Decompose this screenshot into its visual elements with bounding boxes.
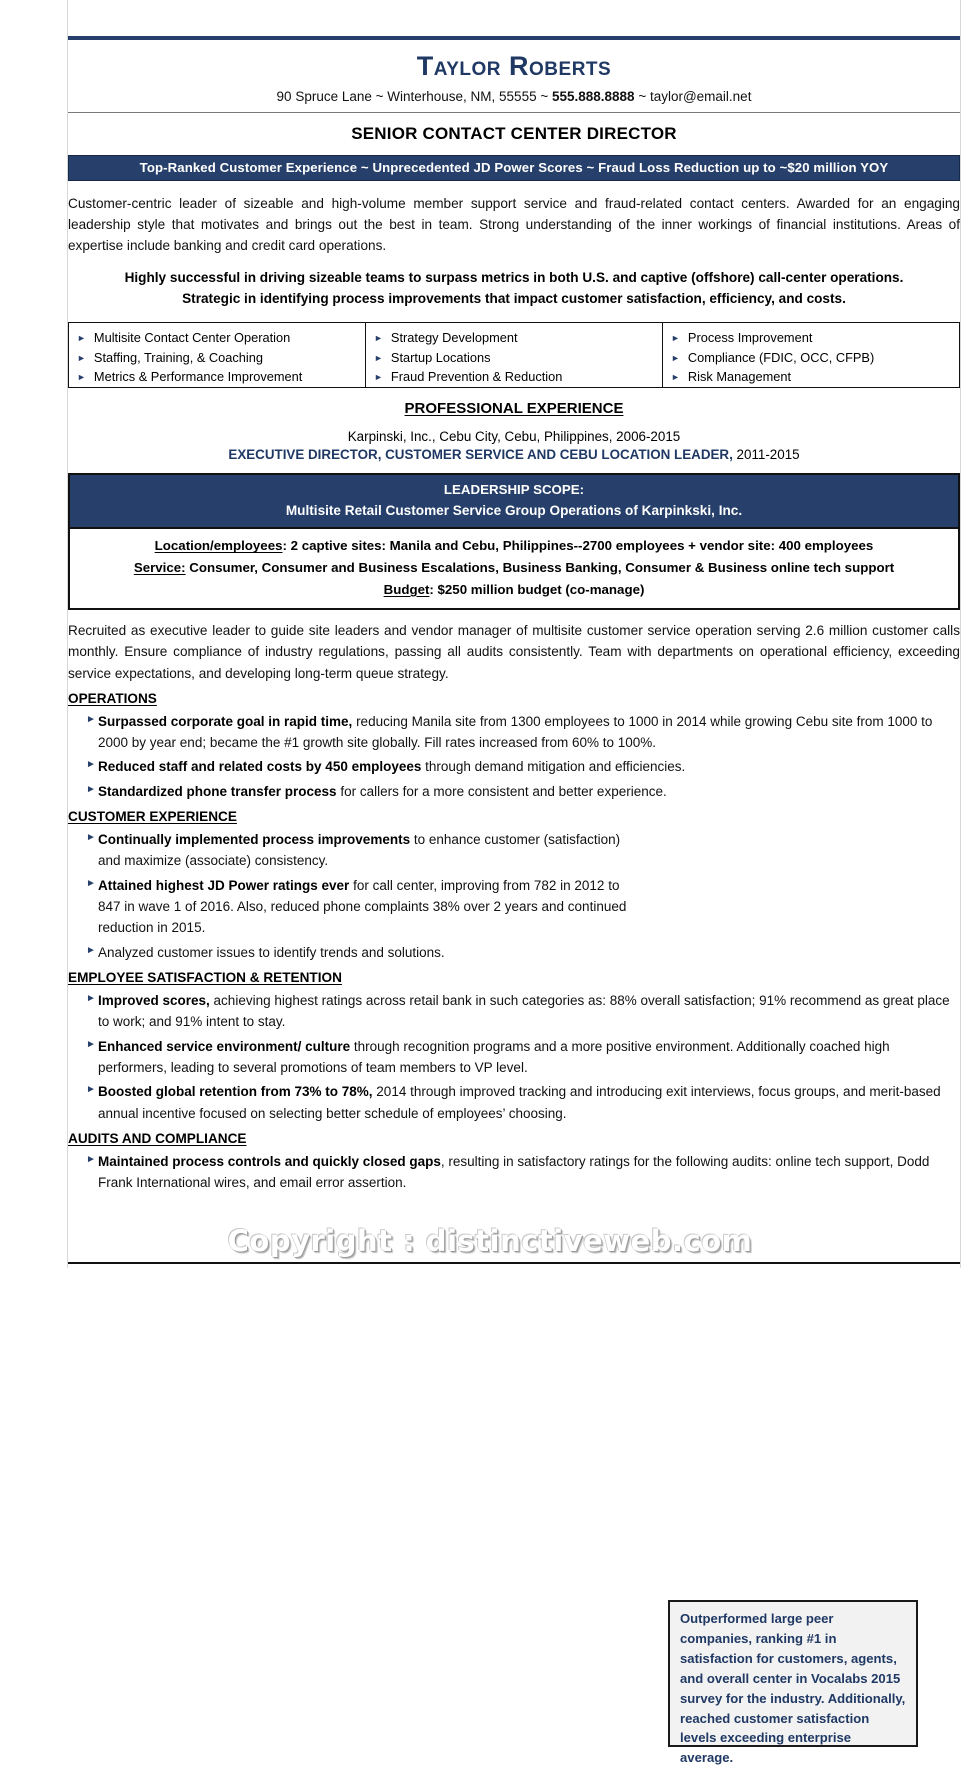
skill-item <box>77 367 359 386</box>
list-item <box>68 1036 960 1079</box>
triangle-right-icon: ► <box>374 333 383 344</box>
skill-label: Compliance (FDIC, OCC, CFPB) <box>687 349 875 365</box>
triangle-right-icon: ► <box>86 1153 96 1165</box>
header-bottom-rule <box>68 112 960 113</box>
bullet-lead: Standardized phone transfer process <box>98 783 337 799</box>
copyright-watermark: Copyright : distinctiveweb.com <box>227 1224 753 1258</box>
skill-label: Risk Management <box>687 369 792 385</box>
location-label: Location/employees <box>154 538 283 554</box>
triangle-right-icon: ► <box>86 877 96 889</box>
triangle-right-icon: ► <box>86 783 96 795</box>
triangle-right-icon: ► <box>374 352 383 363</box>
subsection-heading-audits: AUDITS AND COMPLIANCE <box>68 1130 247 1146</box>
list-item <box>68 875 633 939</box>
subsection-heading-customer-experience: CUSTOMER EXPERIENCE <box>68 809 237 825</box>
skill-item <box>77 328 359 347</box>
triangle-right-icon: ► <box>671 372 680 383</box>
location-value: : 2 captive sites: Manila and Cebu, Philippines--2700 employees + vendor site: 400 employees <box>282 538 874 554</box>
highlights-banner: Top-Ranked Customer Experience ~ Unprecedented JD Power Scores ~ Fraud Loss Reduction up to ~$20 million YOY <box>68 155 960 181</box>
contact-address: 90 Spruce Lane ~ Winterhouse, NM, 55555 ~ <box>276 89 552 104</box>
triangle-right-icon: ► <box>86 993 96 1005</box>
triangle-right-icon: ► <box>86 1084 96 1096</box>
experience-intro-paragraph: Recruited as executive leader to guide site leaders and vendor manager of multisite customer service operation serving 2.6 million customer calls monthly. Ensure compliance of industry regulations, passing all audits consistently. Team with departments on operational efficiency, exceeding service expectations, and developing long-term queue strategy. <box>68 623 960 681</box>
customer-experience-bullet-list <box>68 829 633 963</box>
bullet-rest: to enhance customer (satisfaction) and maximize (associate) consistency. <box>98 832 621 869</box>
triangle-right-icon: ► <box>374 372 383 383</box>
achievement-callout-box: Outperformed large peer companies, ranking #1 in satisfaction for customers, agents, and overall center in Vocalabs 2015 survey for the industry. Additionally, reached customer satisfaction levels exceeding enterprise average. <box>668 1600 918 1747</box>
summary-highlight <box>68 267 960 309</box>
bullet-text <box>98 1081 960 1124</box>
contact-line <box>68 89 960 104</box>
job-title: SENIOR CONTACT CENTER DIRECTOR <box>351 124 677 143</box>
role-line <box>68 447 960 462</box>
skill-label: Strategy Development <box>390 330 518 346</box>
bullet-rest: through demand mitigation and efficiencies. <box>421 759 686 775</box>
role-title: EXECUTIVE DIRECTOR, CUSTOMER SERVICE AND CEBU LOCATION LEADER, <box>228 447 733 463</box>
bullet-rest: , resulting in satisfactory ratings for the following audits: online tech support, Dodd Frank International wires, and email error assertion. <box>98 1153 930 1191</box>
page-edge-right <box>960 0 961 1268</box>
leadership-scope-header <box>70 475 958 529</box>
skill-item <box>374 348 656 367</box>
list-item <box>68 829 633 872</box>
skills-column-2 <box>366 323 663 387</box>
skill-label: Fraud Prevention & Reduction <box>390 369 563 385</box>
triangle-right-icon: ► <box>77 352 86 363</box>
audits-bullet-list <box>68 1151 960 1194</box>
company-line: Karpinski, Inc., Cebu City, Cebu, Philippines, 2006-2015 <box>347 429 681 445</box>
subsection-heading-operations: OPERATIONS <box>68 690 157 706</box>
service-label: Service: <box>133 560 186 576</box>
bullet-text <box>98 1036 960 1079</box>
leadership-scope-budget <box>78 579 950 601</box>
skill-label: Metrics & Performance Improvement <box>93 369 303 385</box>
bullet-text <box>98 829 633 872</box>
skills-column-3 <box>663 323 959 387</box>
candidate-name: Taylor Roberts <box>416 51 612 81</box>
bullet-text <box>98 711 960 754</box>
skill-item <box>671 367 953 386</box>
section-heading-professional-experience <box>68 400 960 418</box>
core-competencies-box <box>68 322 960 388</box>
section-heading-label: PROFESSIONAL EXPERIENCE <box>404 400 624 418</box>
role-dates: 2011-2015 <box>732 447 800 463</box>
bullet-rest: through recognition programs and a more positive environment. Additionally coached high performers, leading to several promotions of team members to VP level. <box>98 1038 890 1075</box>
bullet-text <box>98 1151 960 1194</box>
skill-label: Staffing, Training, & Coaching <box>93 349 263 365</box>
budget-label: Budget <box>383 582 430 598</box>
bullet-lead: Attained highest JD Power ratings ever <box>98 877 350 893</box>
bullet-rest: reducing Manila site from 1300 employees to 1000 in 2014 while growing Cebu site from 1000 to 2000 by year end; became the #1 growth site globally. Fill rates increased from 60% to 100%. <box>98 713 933 751</box>
service-value: Consumer, Consumer and Business Escalations, Business Banking, Consumer & Business online tech support <box>185 560 895 576</box>
list-item <box>68 942 633 963</box>
bullet-rest: achieving highest ratings across retail bank in such categories as: 88% overall satisfaction; 91% recommend as great place to work; and 91% intent to stay. <box>98 993 950 1030</box>
list-item <box>68 781 960 802</box>
bullet-text <box>98 875 633 939</box>
bullet-rest: Analyzed customer issues to identify trends and solutions. <box>98 944 445 960</box>
summary-highlight-line-2: Strategic in identifying process improvements that impact customer satisfaction, efficiency, and costs. <box>182 291 846 307</box>
skill-label: Multisite Contact Center Operation <box>93 330 291 346</box>
leadership-scope-box <box>68 473 960 610</box>
skill-item <box>374 367 656 386</box>
triangle-right-icon: ► <box>86 1038 96 1050</box>
bullet-lead: Enhanced service environment/ culture <box>98 1038 351 1054</box>
skill-label: Startup Locations <box>390 349 491 365</box>
skill-label: Process Improvement <box>687 330 813 346</box>
bullet-lead: Surpassed corporate goal in rapid time, <box>98 713 353 729</box>
list-item <box>68 756 960 777</box>
triangle-right-icon: ► <box>671 352 680 363</box>
leadership-scope-service <box>78 557 950 579</box>
bullet-lead: Improved scores, <box>98 993 210 1009</box>
list-item <box>68 990 960 1033</box>
skills-column-1 <box>69 323 366 387</box>
bullet-text <box>98 756 960 777</box>
leadership-scope-body <box>70 529 958 608</box>
operations-bullet-list <box>68 711 960 802</box>
resume-page <box>68 0 960 1766</box>
bullet-text <box>98 942 633 963</box>
page-bottom-rule <box>68 1262 960 1264</box>
triangle-right-icon: ► <box>86 713 96 725</box>
leadership-scope-subtitle: Multisite Retail Customer Service Group Operations of Karpinkski, Inc. <box>285 503 743 519</box>
bullet-text <box>98 990 960 1033</box>
triangle-right-icon: ► <box>671 333 680 344</box>
subsection-heading-employee-satisfaction: EMPLOYEE SATISFACTION & RETENTION <box>68 970 342 986</box>
contact-email: ~ taylor@email.net <box>634 89 752 104</box>
employee-satisfaction-bullet-list <box>68 990 960 1124</box>
bullet-lead: Reduced staff and related costs by 450 employees <box>98 759 422 775</box>
skill-item <box>374 328 656 347</box>
budget-value: : $250 million budget (co-manage) <box>429 582 645 598</box>
skill-item <box>671 348 953 367</box>
bullet-rest: for callers for a more consistent and better experience. <box>336 783 667 799</box>
list-item <box>68 1081 960 1124</box>
bullet-lead: Boosted global retention from 73% to 78%, <box>98 1084 373 1100</box>
skill-item <box>671 328 953 347</box>
skill-item <box>77 348 359 367</box>
bullet-rest: for call center, improving from 782 in 2012 to 847 in wave 1 of 2016. Also, reduced phone complaints 38% over 2 years and continued reduction in 2015. <box>98 877 627 936</box>
triangle-right-icon: ► <box>77 333 86 344</box>
bullet-lead: Maintained process controls and quickly closed gaps <box>98 1153 441 1169</box>
header-top-rule <box>68 36 960 40</box>
summary-paragraph: Customer-centric leader of sizeable and high-volume member support service and fraud-related contact centers. Awarded for an engaging leadership style that motivates and brings out the best in team. Strong understanding of the inner workings of financial institutions. Areas of expertise include banking and credit card operations. <box>68 196 960 254</box>
bullet-rest: 2014 through improved tracking and introducing exit interviews, focus groups, and merit-based annual incentive focused on selecting better schedule of employees’ choosing. <box>98 1084 941 1121</box>
triangle-right-icon: ► <box>86 759 96 771</box>
bullet-text <box>98 781 960 802</box>
contact-phone: 555.888.8888 <box>551 89 635 104</box>
list-item <box>68 1151 960 1194</box>
summary-highlight-line-1: Highly successful in driving sizeable teams to surpass metrics in both U.S. and captive (offshore) call-center operations. <box>124 270 904 286</box>
triangle-right-icon: ► <box>77 372 86 383</box>
leadership-scope-title: LEADERSHIP SCOPE: <box>443 482 585 498</box>
triangle-right-icon: ► <box>86 944 96 956</box>
bullet-lead: Continually implemented process improvements <box>98 832 411 848</box>
list-item <box>68 711 960 754</box>
triangle-right-icon: ► <box>86 832 96 844</box>
leadership-scope-location <box>78 535 950 557</box>
